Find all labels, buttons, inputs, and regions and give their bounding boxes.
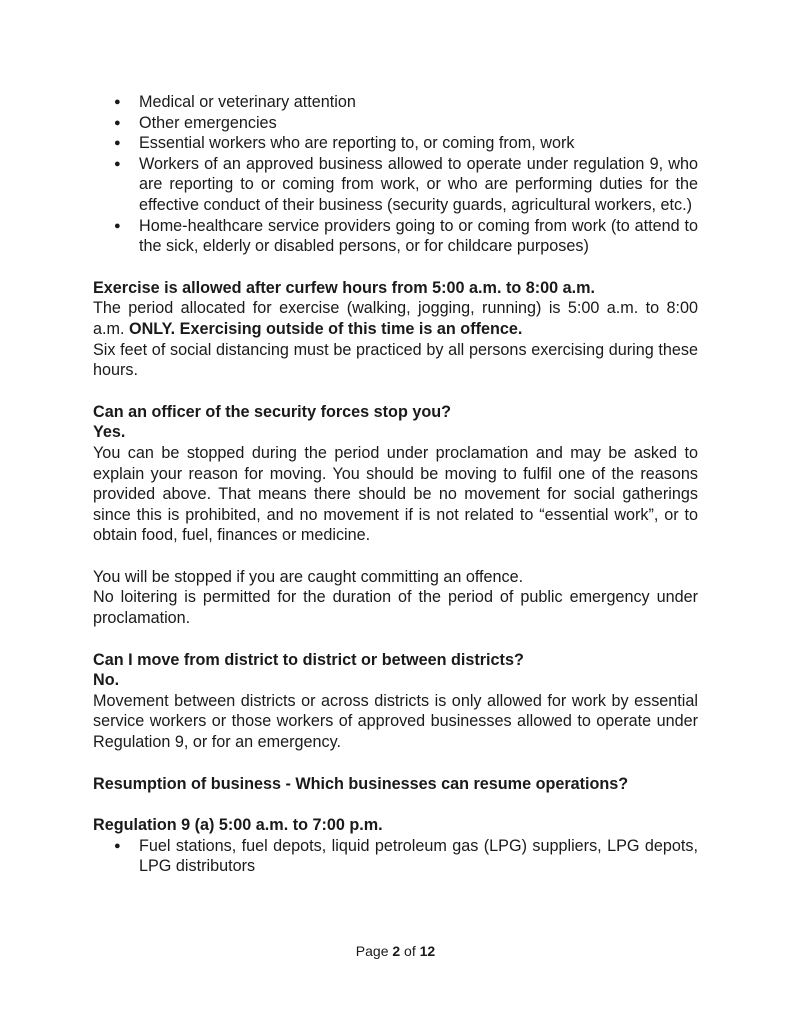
offence-paragraph: You will be stopped if you are caught committing an offence. bbox=[93, 567, 524, 586]
page-prefix: Page bbox=[355, 943, 393, 959]
page-current: 2 bbox=[392, 943, 401, 959]
document-page bbox=[93, 92, 698, 877]
district-heading: Can I move from district to district or between districts? bbox=[93, 650, 524, 669]
distancing-paragraph: Six feet of social distancing must be practiced by all persons exercising during these hours. bbox=[93, 340, 698, 380]
stop-answer: Yes. bbox=[93, 423, 126, 442]
exercise-emphasis: ONLY. Exercising outside of this time is an offence. bbox=[128, 319, 523, 338]
stop-paragraph: You can be stopped during the period under proclamation and may be asked to explain your reason for moving. You should be moving to fulfil one of the reasons provided above. That means there should be no movement for social gatherings since this is prohibited, and no movement if is not related to “essential work”, or to obtain food, fuel, finances or medicine. bbox=[93, 443, 698, 545]
exercise-paragraph bbox=[93, 298, 698, 339]
page-of: of bbox=[400, 943, 420, 959]
regulation-list bbox=[93, 836, 698, 877]
list-item: ● Other emergencies bbox=[93, 113, 698, 134]
regulation-heading: Regulation 9 (a) 5:00 a.m. to 7:00 p.m. bbox=[93, 816, 383, 835]
list-item: ● Essential workers who are reporting to, or coming from, work bbox=[93, 133, 698, 154]
list-item: ● Fuel stations, fuel depots, liquid petroleum gas (LPG) suppliers, LPG depots, LPG distributors bbox=[93, 836, 698, 877]
district-paragraph: Movement between districts or across districts is only allowed for work by essential service workers or those workers of approved businesses allowed to operate under Regulation 9, or for an emergency. bbox=[93, 691, 698, 752]
exercise-text: The period allocated for exercise (walking, jogging, running) is 5:00 a.m. to 8:00 a.m. bbox=[93, 299, 698, 338]
district-answer: No. bbox=[93, 671, 120, 690]
page-footer bbox=[0, 943, 791, 959]
loitering-paragraph: No loitering is permitted for the duration of the period of public emergency under proclamation. bbox=[93, 588, 698, 628]
list-item: ● Medical or veterinary attention bbox=[93, 92, 698, 113]
page-total: 12 bbox=[419, 943, 436, 959]
list-item: ● Home-healthcare service providers going to or coming from work (to attend to the sick, elderly or disabled persons, or for childcare purposes) bbox=[93, 216, 698, 257]
exercise-heading: Exercise is allowed after curfew hours from 5:00 a.m. to 8:00 a.m. bbox=[93, 278, 596, 297]
list-item: ● Workers of an approved business allowed to operate under regulation 9, who are reporting to or coming from work, or who are performing duties for the effective conduct of their business (security guards, agricultural workers, etc.) bbox=[93, 154, 698, 216]
stop-heading: Can an officer of the security forces stop you? bbox=[93, 402, 451, 421]
allowed-reasons-list bbox=[93, 92, 698, 257]
resumption-heading: Resumption of business - Which businesses can resume operations? bbox=[93, 774, 629, 793]
